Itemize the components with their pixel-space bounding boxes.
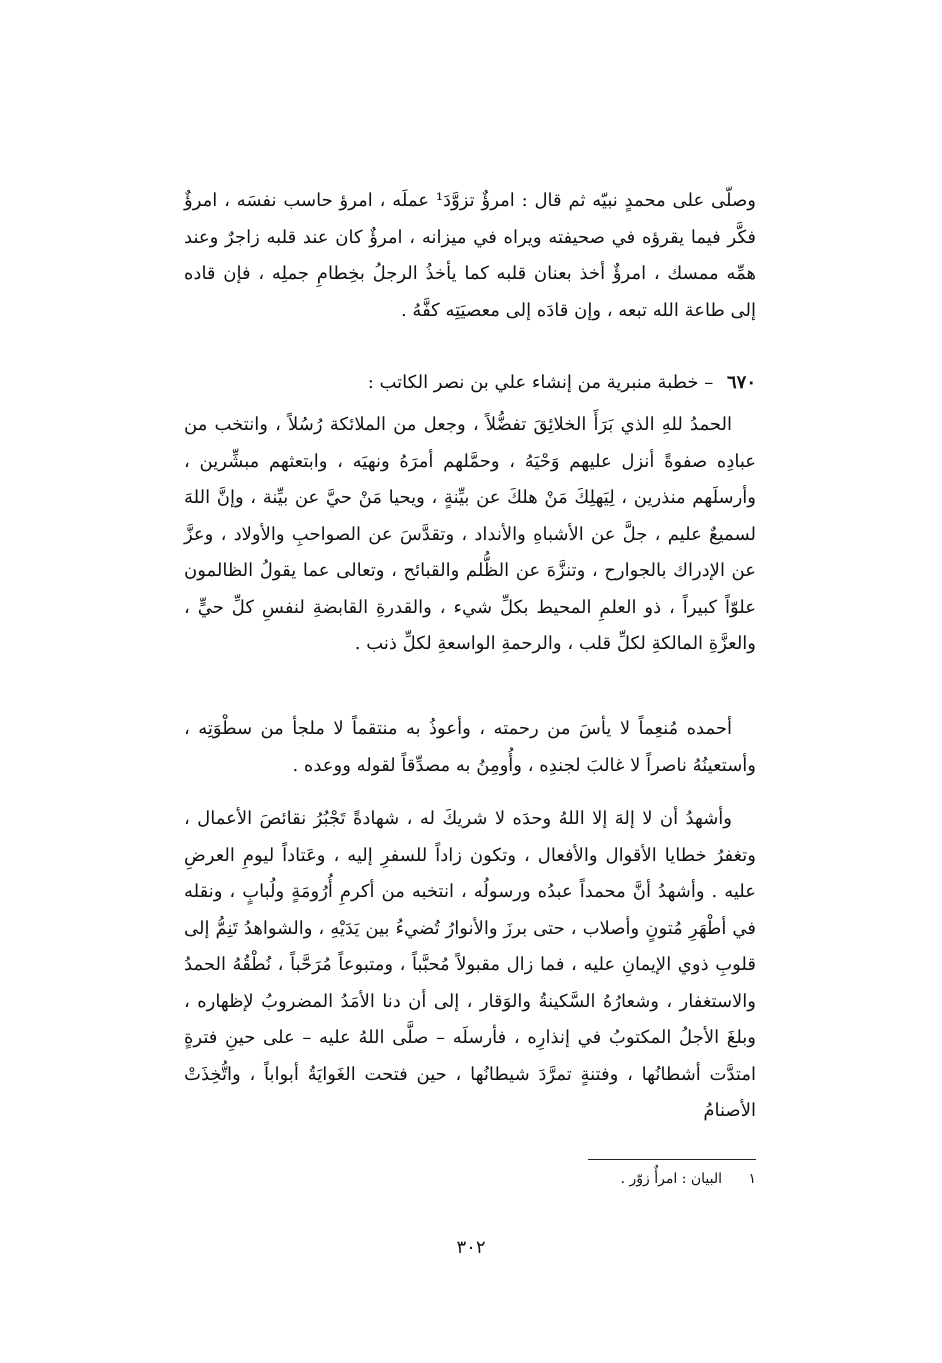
footnote — [356, 1168, 756, 1190]
footnote-divider — [588, 1159, 756, 1160]
section-heading — [184, 365, 756, 401]
section-title: – خطبة منبرية من إنشاء علي بن نصر الكاتب : — [367, 372, 714, 393]
page-number: ٣٠٢ — [456, 1237, 486, 1258]
sermon-paragraph-1: الحمدُ للهِ الذي بَرَأَ الخلائِقَ تفضُّلاً ، وجعل من الملائكة رُسُلاً ، وانتخب من عبادِه صفوةً أنزل عليهم وَحْيَهُ ، وحمَّلهم أمرَهُ ونهيَه ، وابتعثهم مبشِّرين ، وأرسلَهم منذرين ، لِيَهلِكَ مَنْ هلكَ عن بيِّنةٍ ، ويحيا مَنْ حيَّ عن بيِّنة ، وإنَّ اللهَ لسميعٌ عليم ، جلَّ عن الأشباهِ والأنداد ، وتقدَّسَ عن الصواحبِ والأولاد ، وعزَّ عن الإدراك بالجوارح ، وتنزَّهَ عن الظُّلم والقبائح ، وتعالى عما يقولُ الظالمون علوّاً كبيراً ، ذو العلمِ المحيط بكلِّ شيء ، والقدرةِ القابضةِ لنفسِ كلِّ حيٍّ ، والعزَّةِ المالكةِ لكلِّ قلب ، والرحمةِ الواسعةِ لكلِّ ذنب . — [184, 414, 756, 654]
intro-paragraph: وصلّى على محمدٍ نبيّه ثم قال : امرؤٌ تزوَّدَ¹ عملَه ، امرؤ حاسب نفسَه ، امرؤٌ فكَّر فيما يقرؤه في صحيفته ويراه في ميزانه ، امرؤٌ كان عند قلبه زاجرٌ وعند همِّه ممسك ، امرؤٌ أخذ بعنان قلبه كما يأخذُ الرجلُ بخِطامِ جملِه ، فإن قاده إلى طاعة الله تبعه ، وإن قادَه إلى معصيَتِه كفَّهُ . — [184, 190, 756, 321]
section-number: ٦٧٠ — [726, 372, 756, 393]
sermon-paragraph-2: أحمده مُنعِماً لا يأسَ من رحمته ، وأعوذُ به منتقماً لا ملجأ من سطْوَتِه ، وأستعينُهُ ناصراً لا غالبَ لجندِه ، وأُومِنُ به مصدِّقاً لقوله ووعده . — [184, 718, 756, 776]
sermon-paragraph-3: وأشهدُ أن لا إلهَ إلا اللهُ وحدَه لا شريكَ له ، شهادةً تَجْبُرُ نقائصَ الأعمال ، وتغفرُ خطايا الأقوال والأفعال ، وتكون زاداً للسفرِ إليه ، وعَتاداً ليومِ العرضِ عليه . وأشهدُ أنَّ محمداً عبدُه ورسولُه ، انتخبه من أكرمِ أُرُومَةٍ ولُبابٍ ، ونقله في أطْهَرِ مُتونٍ وأصلاب ، حتى برزَ والأنوارُ تُضيءُ بين يَدَيْهِ ، والشواهدُ تَنِمُّ إلى قلوبِ ذوي الإيمانِ عليه ، فما زال مقبولاً مُحبَّباً ، ومتبوعاً مُرَحَّباً ، نُطْقُهُ الحمدُ والاستغفار ، وشعارُهُ السَّكينةُ والوَقار ، إلى أن دنا الأمَدُ المضروبُ لإظهاره ، وبلغَ الأجلُ المكتوبُ في إنذارِه ، فأرسلَه – صلَّى اللهُ عليه – على حينِ فترةٍ امتدَّت أشطانُها ، وفتنةٍ تمرَّدَ شيطانُها ، حين فتحت الغَوايَةُ أبواباً ، واتُّخِذَتْ الأصنامُ — [184, 808, 756, 1121]
footnote-number: ١ — [748, 1171, 756, 1187]
footnote-text: البيان : امرأٌ زوّر . — [620, 1171, 723, 1187]
